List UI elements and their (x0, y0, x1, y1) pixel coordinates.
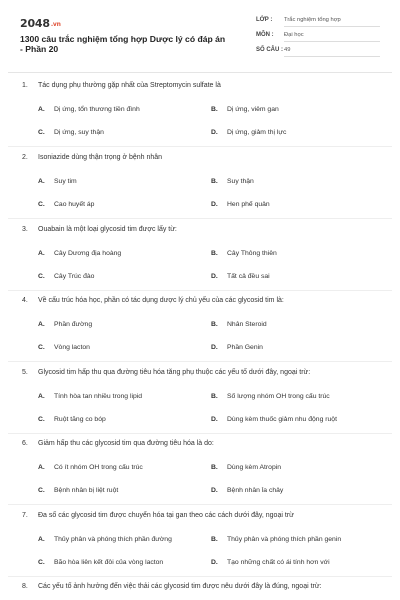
option-key: B. (211, 178, 218, 185)
meta-class (256, 15, 380, 27)
site-logo[interactable] (20, 17, 61, 30)
option-text: Ruột tăng co bóp (54, 416, 106, 423)
option-key: D. (211, 344, 218, 351)
question-divider (8, 146, 392, 147)
option-key: D. (211, 273, 218, 280)
option-key: B. (211, 393, 218, 400)
option-text: Bệnh nhân bị liệt ruột (54, 487, 119, 494)
question-divider (8, 290, 392, 291)
option-text: Dùng kèm Atropin (227, 464, 282, 471)
option-key: B. (211, 464, 218, 471)
option-key: A. (38, 464, 45, 471)
option-text: Cây Thông thiên (227, 250, 277, 257)
logo-main: 2048 (20, 17, 50, 30)
option-key: C. (38, 487, 45, 494)
option-key: C. (38, 559, 45, 566)
option-text: Cây Dương địa hoàng (54, 250, 122, 257)
option-text: Có ít nhóm OH trong cấu trúc (54, 464, 143, 471)
question-number: 6. (22, 440, 28, 447)
option-text: Suy thận (227, 178, 254, 185)
question-text: Giảm hấp thu các glycosid tim qua đường tiêu hóa là do: (38, 440, 214, 447)
meta-count-label: SỐ CÂU : (256, 47, 283, 53)
option-text: Cây Trúc đào (54, 273, 95, 280)
question-text: Glycosid tim hấp thu qua đường tiêu hóa tăng phụ thuộc các yếu tố dưới đây, ngoại trừ: (38, 369, 311, 376)
option-text: Dị ứng, viêm gan (227, 106, 279, 113)
option-text: Suy tim (54, 178, 77, 185)
question-text: Ouabain là một loại glycosid tim được lấy từ: (38, 226, 177, 233)
header-divider (8, 72, 392, 73)
option-text: Dị ứng, tổn thương tiền đình (54, 106, 140, 113)
option-key: B. (211, 536, 218, 543)
option-text: Phần Genin (227, 344, 263, 351)
option-text: Dị ứng, giảm thị lực (227, 129, 287, 136)
option-key: D. (211, 559, 218, 566)
question-number: 7. (22, 512, 28, 519)
meta-class-value: Trắc nghiệm tổng hợp (284, 17, 380, 27)
option-key: C. (38, 273, 45, 280)
question-divider (8, 218, 392, 219)
option-text: Tạo những chất có ái tính hơn với (227, 559, 330, 566)
option-key: B. (211, 321, 218, 328)
meta-class-label: LỚP : (256, 17, 273, 23)
page-header (0, 0, 400, 72)
question-text: Tác dụng phụ thường gặp nhất của Streptomycin sulfate là (38, 82, 221, 89)
option-text: Nhân Steroid (227, 321, 267, 328)
question-divider (8, 504, 392, 505)
question-number: 2. (22, 154, 28, 161)
question-text: Isoniazide dùng thận trọng ở bệnh nhân (38, 154, 163, 161)
logo-tld: .vn (50, 21, 61, 28)
option-text: Bão hòa liên kết đôi của vòng lacton (54, 559, 164, 566)
meta-count-value: 49 (284, 47, 380, 57)
option-text: Hen phế quản (227, 201, 270, 208)
option-key: D. (211, 129, 218, 136)
question-divider (8, 576, 392, 577)
option-key: B. (211, 250, 218, 257)
question-divider (8, 361, 392, 362)
option-key: A. (38, 536, 45, 543)
option-text: Phần đường (54, 321, 93, 328)
option-text: Thủy phân và phóng thích phần genin (227, 536, 342, 543)
question-number: 3. (22, 226, 28, 233)
document-title: 1300 câu trắc nghiệm tổng hợp Dược lý có đáp án - Phần 20 (20, 34, 226, 54)
option-key: A. (38, 106, 45, 113)
option-key: A. (38, 321, 45, 328)
option-text: Bệnh nhân ỉa chảy (227, 487, 284, 494)
meta-subject (256, 30, 380, 42)
option-key: A. (38, 250, 45, 257)
question-text: Về cấu trúc hóa học, phần có tác dụng dược lý chủ yếu của các glycosid tim là: (38, 297, 284, 304)
meta-subject-value: Đại học (284, 32, 380, 42)
question-number: 5. (22, 369, 28, 376)
option-text: Cao huyết áp (54, 201, 95, 208)
option-key: D. (211, 487, 218, 494)
question-number: 8. (22, 583, 28, 590)
option-text: Tính hòa tan nhiều trong lipid (54, 393, 143, 400)
option-key: D. (211, 201, 218, 208)
question-number: 1. (22, 82, 28, 89)
option-text: Vòng lacton (54, 344, 90, 351)
question-divider (8, 433, 392, 434)
option-text: Dị ứng, suy thận (54, 129, 104, 136)
option-key: C. (38, 344, 45, 351)
option-key: D. (211, 416, 218, 423)
question-text: Các yếu tố ảnh hưởng đến việc thải các glycosid tim được nêu dưới đây là đúng, ngoại trừ: (38, 583, 322, 590)
option-key: A. (38, 178, 45, 185)
option-key: C. (38, 129, 45, 136)
option-key: C. (38, 416, 45, 423)
meta-count (256, 45, 380, 57)
option-text: Tất cả đều sai (227, 273, 270, 280)
option-key: B. (211, 106, 218, 113)
question-number: 4. (22, 297, 28, 304)
meta-subject-label: MÔN : (256, 32, 274, 38)
option-key: A. (38, 393, 45, 400)
option-key: C. (38, 201, 45, 208)
question-text: Đa số các glycosid tim được chuyển hóa tại gan theo các cách dưới đây, ngoại trừ (38, 512, 294, 519)
option-text: Số lượng nhóm OH trong cấu trúc (227, 393, 330, 400)
option-text: Thủy phân và phóng thích phần đường (54, 536, 172, 543)
option-text: Dùng kèm thuốc giảm nhu động ruột (227, 416, 337, 423)
